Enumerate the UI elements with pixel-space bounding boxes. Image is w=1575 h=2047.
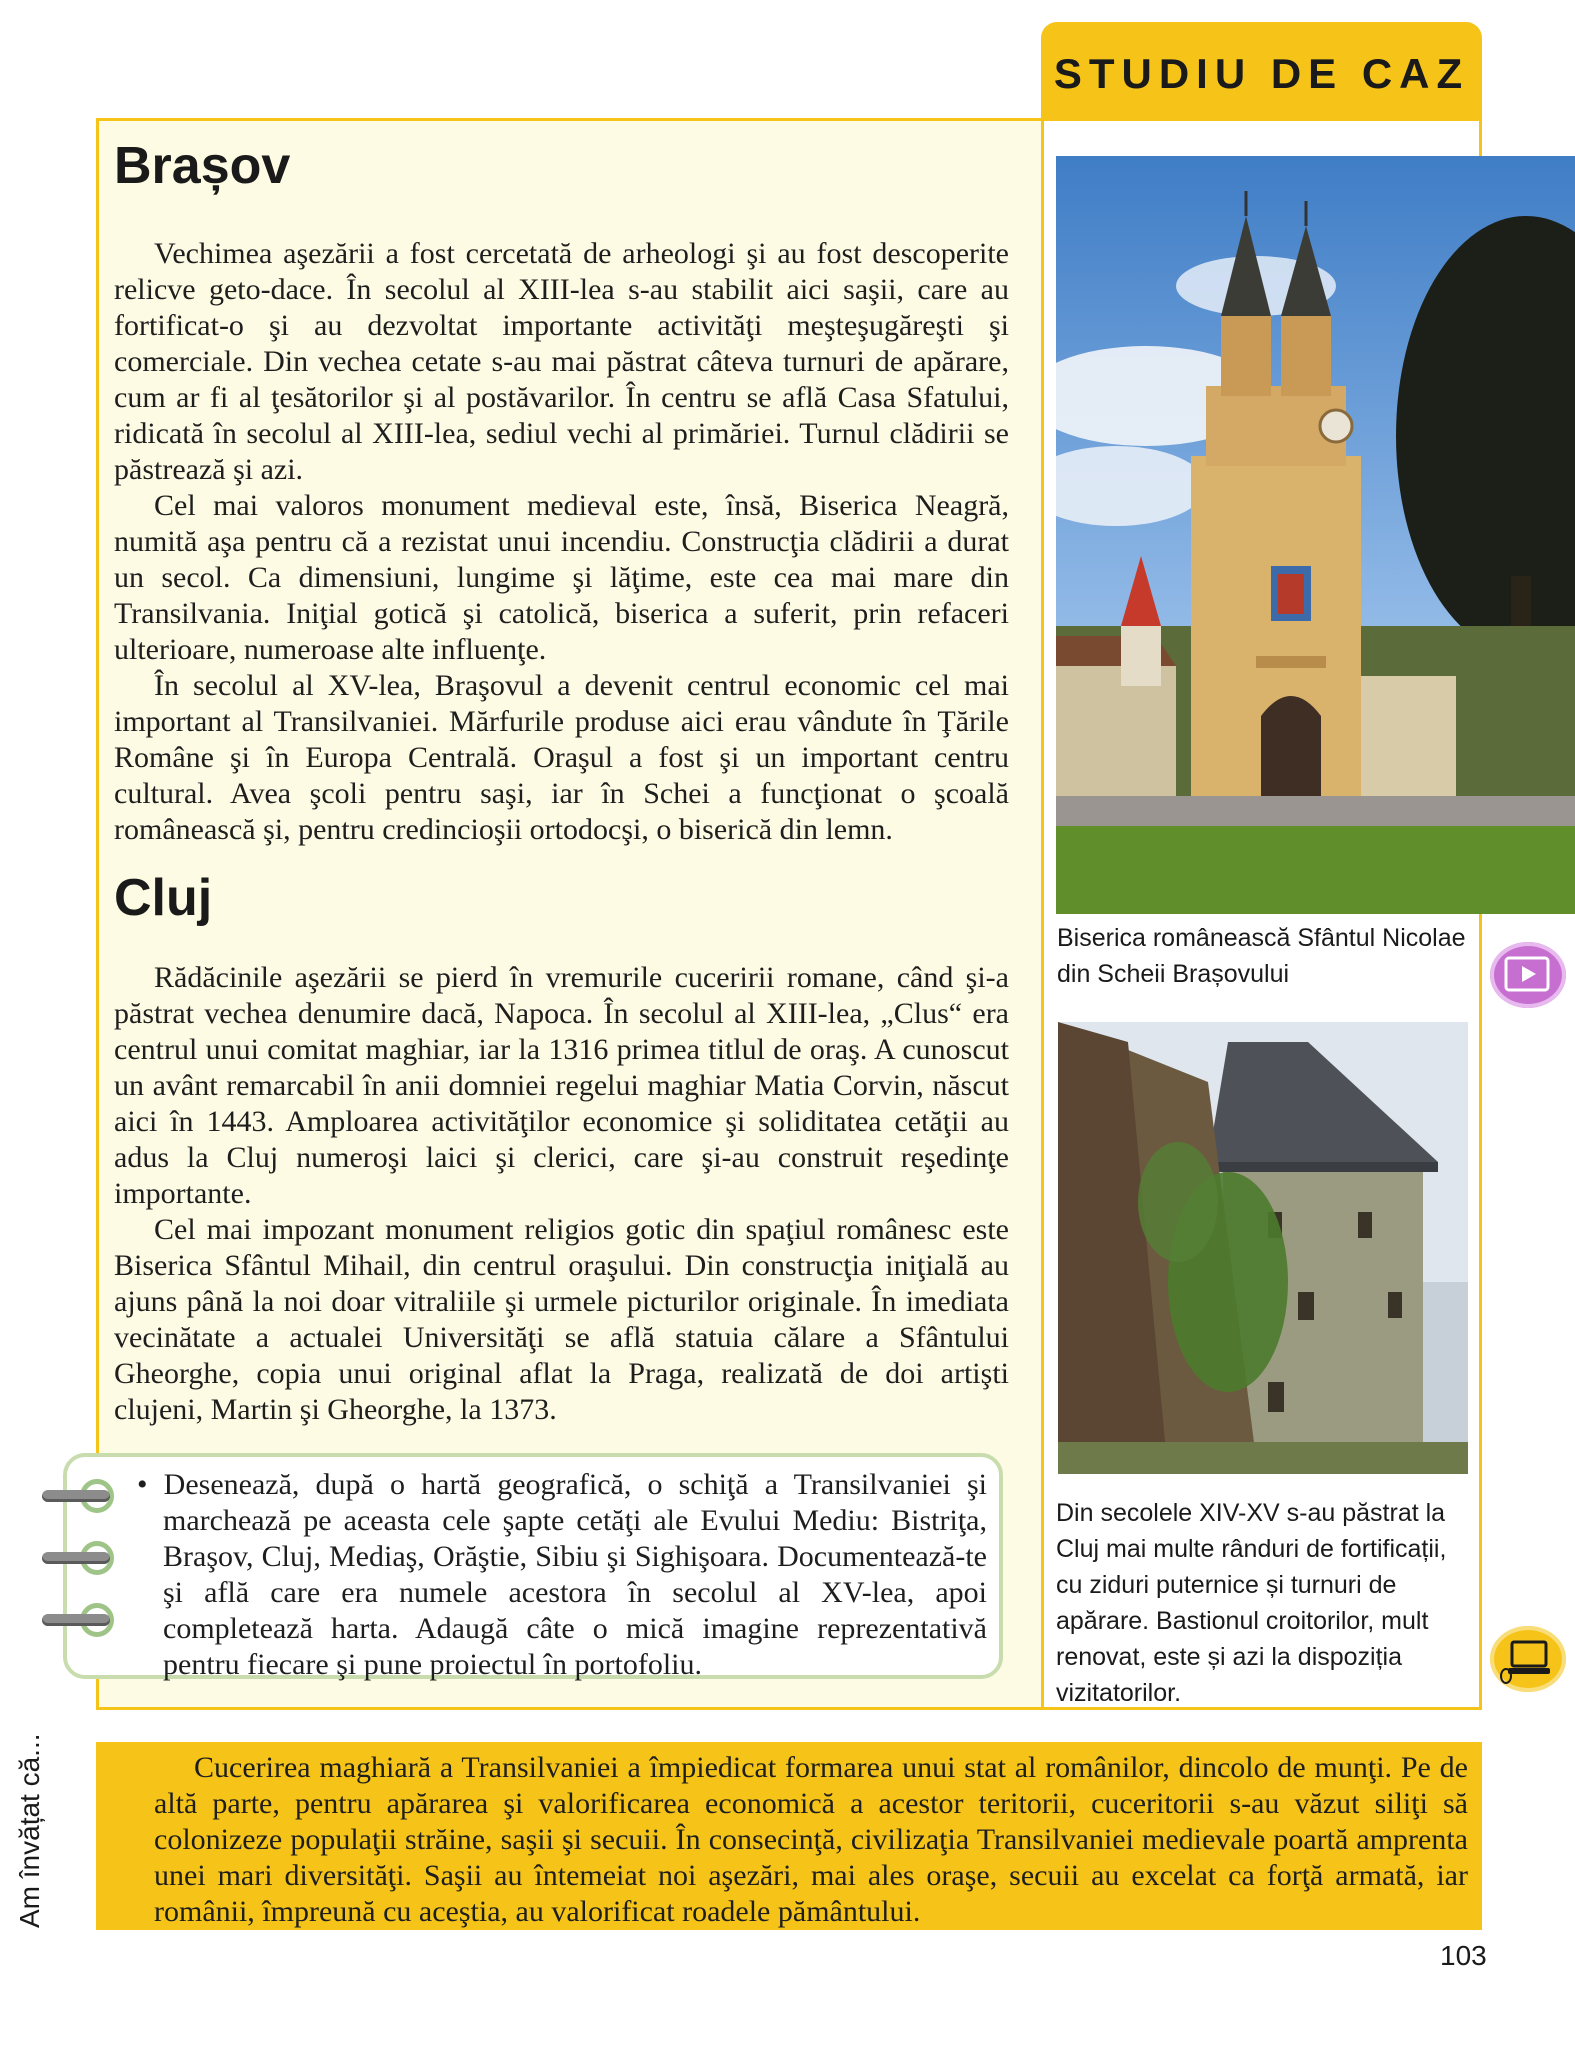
- church-photo: [1056, 156, 1575, 914]
- notebook-spiral: [42, 1490, 110, 1502]
- brasov-paragraph-2: Cel mai valoros monument medieval este, însă, Biserica Neagră, numită aşa pentru că a rezistat unui incendiu. Construcţia clădirii a durat un secol. Ca dimensiuni, lungime şi lăţime, este cea mai mare din Transilvania. Iniţial gotică şi catolică, biserica a suferit, prin refaceri ulterioare, numeroase alte influenţe.: [114, 489, 1009, 666]
- cluj-paragraph-1: Rădăcinile aşezării se pierd în vremurile cuceririi romane, când şi-a păstrat vechea denumire dacă, Napoca. În secolul al XIII-lea, „Clus“ era centrul unui comitat maghiar, iar la 1316 primea titlul de oraş. A cunoscut un avânt remarcabil în anii domniei regelui maghiar Matia Corvin, născut aici în 1443. Amploarea activităţilor economice şi soliditatea cetăţii au adus la Cluj numeroşi laici şi clerici, care şi-au construit reşedinţe importante.: [114, 961, 1009, 1210]
- task-instructions: Desenează, după o hartă geografică, o schiţă a Transilvaniei şi marchează pe aceasta cele şapte cetăţi ale Evului Mediu: Bistriţa, Braşov, Cluj, Mediaş, Orăştie, Sibiu şi Sighişoara. Documentează-te şi află care era numele acestora în secolul al XV-lea, apoi completează harta. Adaugă câte o mică imagine reprezentativă pentru fiecare şi pune proiectul în portofoliu.: [163, 1468, 988, 1681]
- notebook-spiral: [42, 1614, 110, 1626]
- case-study-tab: [1041, 22, 1482, 120]
- church-caption: Biserica românească Sfântul Nicolae din Scheii Brașovului: [1057, 924, 1466, 988]
- notebook-spiral: [42, 1552, 110, 1564]
- bastion-photo: [1056, 1020, 1470, 1476]
- brasov-text: [114, 236, 1009, 848]
- case-study-label: STUDIU DE CAZ: [1053, 50, 1470, 97]
- summary-side-label: Am învățat că...: [14, 1733, 45, 1928]
- cluj-text: [114, 960, 1009, 1428]
- cluj-paragraph-2: Cel mai impozant monument religios gotic din spaţiul românesc este Biserica Sfântul Mihail, din centrul oraşului. Din construcţia iniţială au ajuns până la noi doar vitraliile şi urmele picturilor originale. În imediata vecinătate a actualei Universităţi se află statuia călare a Sfântului Gheorghe, copia unui original aflat la Praga, realizată de doi artişti clujeni, Martin şi Gheorghe, la 1373.: [114, 1213, 1009, 1426]
- computer-icon[interactable]: [1490, 1626, 1566, 1692]
- video-icon[interactable]: [1490, 942, 1566, 1008]
- brasov-heading: Brașov: [114, 137, 291, 195]
- bastion-caption: Din secolele XIV-XV s-au păstrat la Cluj mai multe rânduri de fortificații, cu ziduri puternice și turnuri de apărare. Bastionul croitorilor, mult renovat, este și azi la dispoziția vizitatorilor.: [1056, 1499, 1447, 1707]
- brasov-paragraph-1: Vechimea aşezării a fost cercetată de arheologi şi au fost descoperite relicve geto-dace. În secolul al XIII-lea s-au stabilit aici saşii, care au fortificat-o şi au dezvoltat importante activităţi meşteşugăreşti şi comerciale. Din vechea cetate s-au mai păstrat câteva turnuri de apărare, cum ar fi al ţesătorilor şi al postăvarilor. În centru se află Casa Sfatului, ridicată în secolul al XIII-lea, sediul vechi al primăriei. Turnul clădirii se păstrează şi azi.: [114, 237, 1009, 486]
- video-icon-glyph: [1490, 942, 1566, 1008]
- computer-icon-glyph: [1490, 1626, 1566, 1692]
- church-illustration: [1056, 156, 1575, 914]
- bastion-illustration: [1058, 1022, 1468, 1474]
- task-text: [137, 1467, 987, 1683]
- brasov-paragraph-3: În secolul al XV-lea, Braşovul a devenit centrul economic cel mai important al Transilvaniei. Mărfurile produse aici erau vândute în Ţările Române şi în Europa Centrală. Oraşul a fost şi un important centru cultural. Avea şcoli pentru saşi, iar în Schei a funcţionat o şcoală românească şi, pentru credincioşii ortodocşi, o biserică din lemn.: [114, 669, 1009, 846]
- page-number: 103: [1440, 1940, 1487, 1971]
- cluj-heading: Cluj: [114, 869, 213, 927]
- task-bullet: •: [137, 1468, 148, 1501]
- summary-text: Cucerirea maghiară a Transilvaniei a împiedicat formarea unui stat al românilor, dincolo de munţi. Pe de altă parte, pentru apărarea şi valorificarea economică a acestor teritorii, cuceritorii s-au văzut siliţi să colonizeze populaţii străine, saşii şi secuii. În consecinţă, civilizaţia Transilvaniei medievale poartă amprenta unei mari diversităţi. Saşii au întemeiat noi aşezări, mai ales oraşe, secuii au excelat ca forţă armată, iar românii, împreună cu aceştia, au valorificat roadele pământului.: [154, 1751, 1468, 1928]
